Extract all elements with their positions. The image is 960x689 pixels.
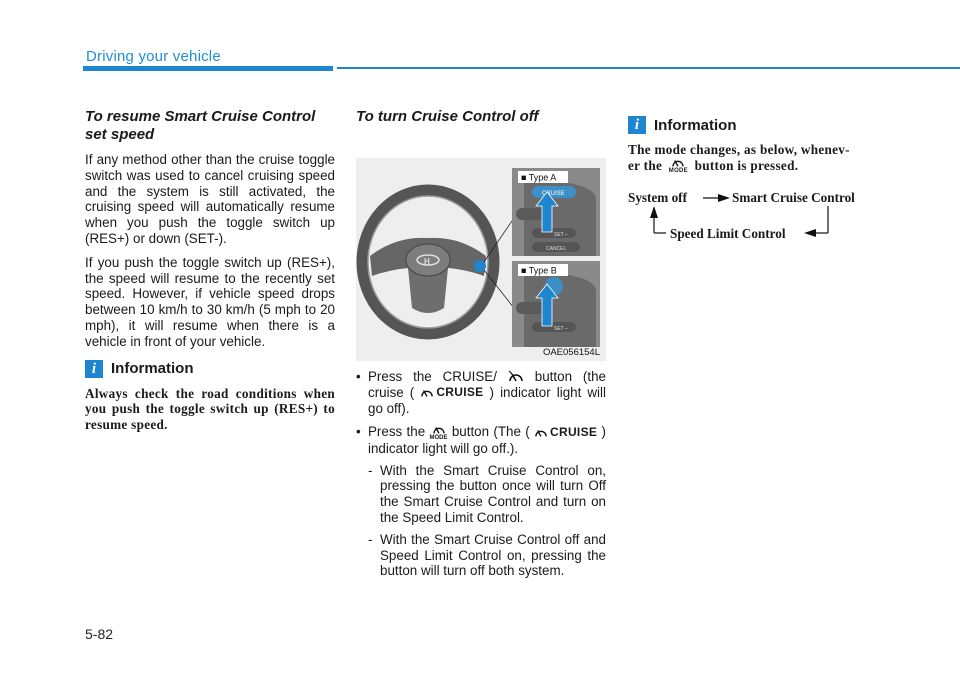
mode-word: MODE [429,434,448,441]
steering-wheel-figure [356,158,606,361]
info-icon: i [85,360,103,378]
steering-wheel-icon [362,190,514,334]
svg-text:H: H [424,257,430,266]
mode-button-icon [669,158,688,174]
information-body: Always check the road conditions when you push the toggle switch up (RES+) to resume speed. [85,385,335,432]
bullet-mode-button: • Press the MODE button (The ( CRUISE ) indicator light will go off.). [356,424,606,456]
figure-set-a-label: SET – [554,232,568,238]
bullet-1-text-c: ) indicator light will go off). [368,384,606,416]
mode-speed-limit-control: Speed Limit Control [670,226,786,242]
cruise-indicator-word: CRUISE [436,385,484,400]
resume-paragraph-2: If you push the toggle switch up (RES+), the speed will resume to the recently set speed. However, if vehicle speed drops between 10 km/h to 30 km/h (5 mph to 20 mph), it will resume when there is a vehicle in front of your vehicle. [85,254,335,349]
mode-system-off: System off [628,190,687,206]
mode-info-line-1: The mode changes, as below, whenev- [628,142,850,157]
type-a-panel [512,168,600,256]
cruise-indicator-2 [534,426,597,440]
page-number: 5-82 [85,626,114,642]
type-a-label: ■ Type A [521,172,557,183]
cruise-speedometer-icon [508,370,524,384]
bullet-1-text-a: Press the CRUISE/ [368,369,497,384]
sub-item-1: - With the Smart Cruise Control on, pressing the button once will turn Off the Smart Cruise Control and turn on the Speed Limit Control. [368,462,606,526]
type-b-panel [512,261,600,347]
information-header-2 [628,116,883,134]
mode-button-icon [430,425,448,441]
sub-item-1-text: With the Smart Cruise Control on, pressing the button once will turn Off the Smart Cruise Control and turn on the Speed Limit Control. [380,462,606,526]
info-icon: i [628,116,646,134]
cruise-indicator-icon [534,427,548,439]
bullet-1-text-b: button (the cruise ( [368,369,606,400]
column-3 [628,108,883,258]
information-title-2: Information [654,116,737,134]
mode-word: MODE [668,168,688,175]
sub-item-2: - With the Smart Cruise Control off and Speed Limit Control on, pressing the button will turn off both system. [368,531,606,579]
mode-smart-cruise-control: Smart Cruise Control [732,190,855,206]
column-1 [85,108,335,432]
bullet-2-text-b: button (The ( [451,424,530,440]
bullet-2-text-a: Press the [368,424,426,440]
steering-wheel-illustration [356,158,606,361]
information-header [85,360,335,378]
header-rule-thick [83,66,333,71]
cruise-indicator-icon [420,387,434,399]
sub-item-2-text: With the Smart Cruise Control off and Speed Limit Control on, pressing the button will turn off both system. [380,531,606,579]
figure-caption: OAE056154L [542,347,600,358]
section-title: Driving your vehicle [86,48,221,65]
turn-off-heading: To turn Cruise Control off [356,108,539,125]
figure-set-b-label: SET – [554,326,568,332]
mode-cycle-arrows [628,188,883,258]
type-b-label: ■ Type B [521,265,557,276]
header-rule-thin [337,67,960,69]
bullet-cruise-button: • Press the CRUISE/ button (the cruise ( CRUISE ) indicator light will go off). [356,369,606,416]
column-2 [356,108,606,579]
mode-cycle-diagram [628,188,883,258]
cruise-indicator [420,386,483,400]
resume-paragraph-1: If any method other than the cruise toggle switch was used to cancel cruising speed and the system is still activated, the cruising speed will automatically resume when you push the toggle switch up (RES+) or down (SET-). [85,152,335,246]
bullet-2-text-c: ) indicator light will go off.). [368,424,606,456]
mode-info-line-2: er the MODE button is pressed. [628,157,799,175]
information-title: Information [111,360,194,378]
figure-cruise-label: CRUISE [542,191,565,197]
figure-cancel-label: CANCEL [546,246,567,252]
cruise-indicator-word: CRUISE [550,424,598,439]
resume-heading: To resume Smart Cruise Control set speed [85,108,316,143]
